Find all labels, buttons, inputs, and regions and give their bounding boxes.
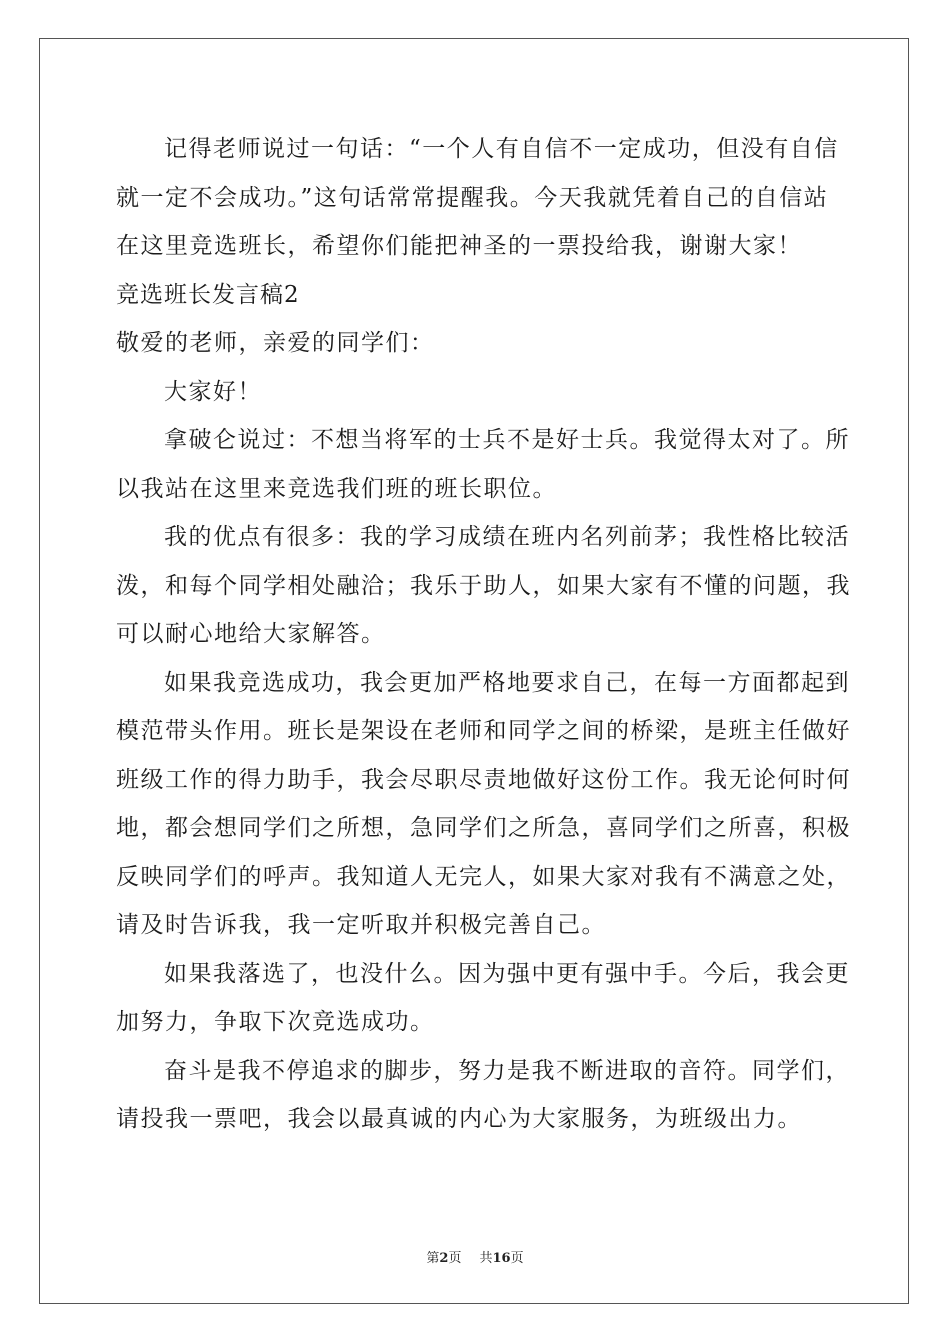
- page-suffix: 页: [448, 1251, 462, 1266]
- text-line-19: 加努力，争取下次竞选成功。: [116, 1009, 435, 1035]
- document-body: [116, 125, 851, 1144]
- text-line-3: 在这里竞选班长，希望你们能把神圣的一票投给我，谢谢大家！: [116, 233, 802, 259]
- text-line-13: 模范带头作用。班长是架设在老师和同学之间的桥梁，是班主任做好: [116, 718, 851, 744]
- page-footer: [0, 1247, 950, 1266]
- salutation: 敬爱的老师，亲爱的同学们：: [116, 330, 435, 356]
- total-suffix: 页: [510, 1251, 524, 1266]
- section-heading: 竞选班长发言稿2: [116, 281, 300, 308]
- text-line-9: 我的优点有很多：我的学习成绩在班内名列前茅；我性格比较活: [164, 524, 850, 550]
- text-line-21: 请投我一票吧，我会以最真诚的内心为大家服务，为班级出力。: [116, 1106, 802, 1132]
- total-pages: 16: [492, 1251, 511, 1266]
- text-line-1: 记得老师说过一句话：“一个人有自信不一定成功，但没有自信: [164, 136, 839, 162]
- text-line-16: 反映同学们的呼声。我知道人无完人，如果大家对我有不满意之处，: [116, 863, 851, 890]
- text-line-11: 可以耐心地给大家解答。: [116, 621, 386, 647]
- text-line-17: 请及时告诉我，我一定听取并积极完善自己。: [116, 912, 606, 938]
- text-line-10: 泼，和每个同学相处融洽；我乐于助人，如果大家有不懂的问题，我: [116, 572, 851, 599]
- text-line-15: 地，都会想同学们之所想，急同学们之所急，喜同学们之所喜，积极: [116, 815, 851, 841]
- text-line-18: 如果我落选了，也没什么。因为强中更有强中手。今后，我会更: [164, 960, 850, 987]
- text-line-20: 奋斗是我不停追求的脚步，努力是我不断进取的音符。同学们，: [164, 1057, 850, 1084]
- greeting: 大家好！: [164, 378, 262, 405]
- page-prefix: 第: [426, 1251, 440, 1266]
- text-line-14: 班级工作的得力助手，我会尽职尽责地做好这份工作。我无论何时何: [116, 766, 851, 793]
- text-line-12: 如果我竞选成功，我会更加严格地要求自己，在每一方面都起到: [164, 669, 850, 696]
- total-prefix: 共: [479, 1251, 493, 1266]
- text-line-8: 以我站在这里来竞选我们班的班长职位。: [116, 475, 557, 502]
- text-line-7: 拿破仑说过：不想当将军的士兵不是好士兵。我觉得太对了。所: [164, 427, 850, 453]
- text-line-2: 就一定不会成功。”这句话常常提醒我。今天我就凭着自己的自信站: [116, 184, 829, 211]
- page-number: 2: [439, 1251, 449, 1266]
